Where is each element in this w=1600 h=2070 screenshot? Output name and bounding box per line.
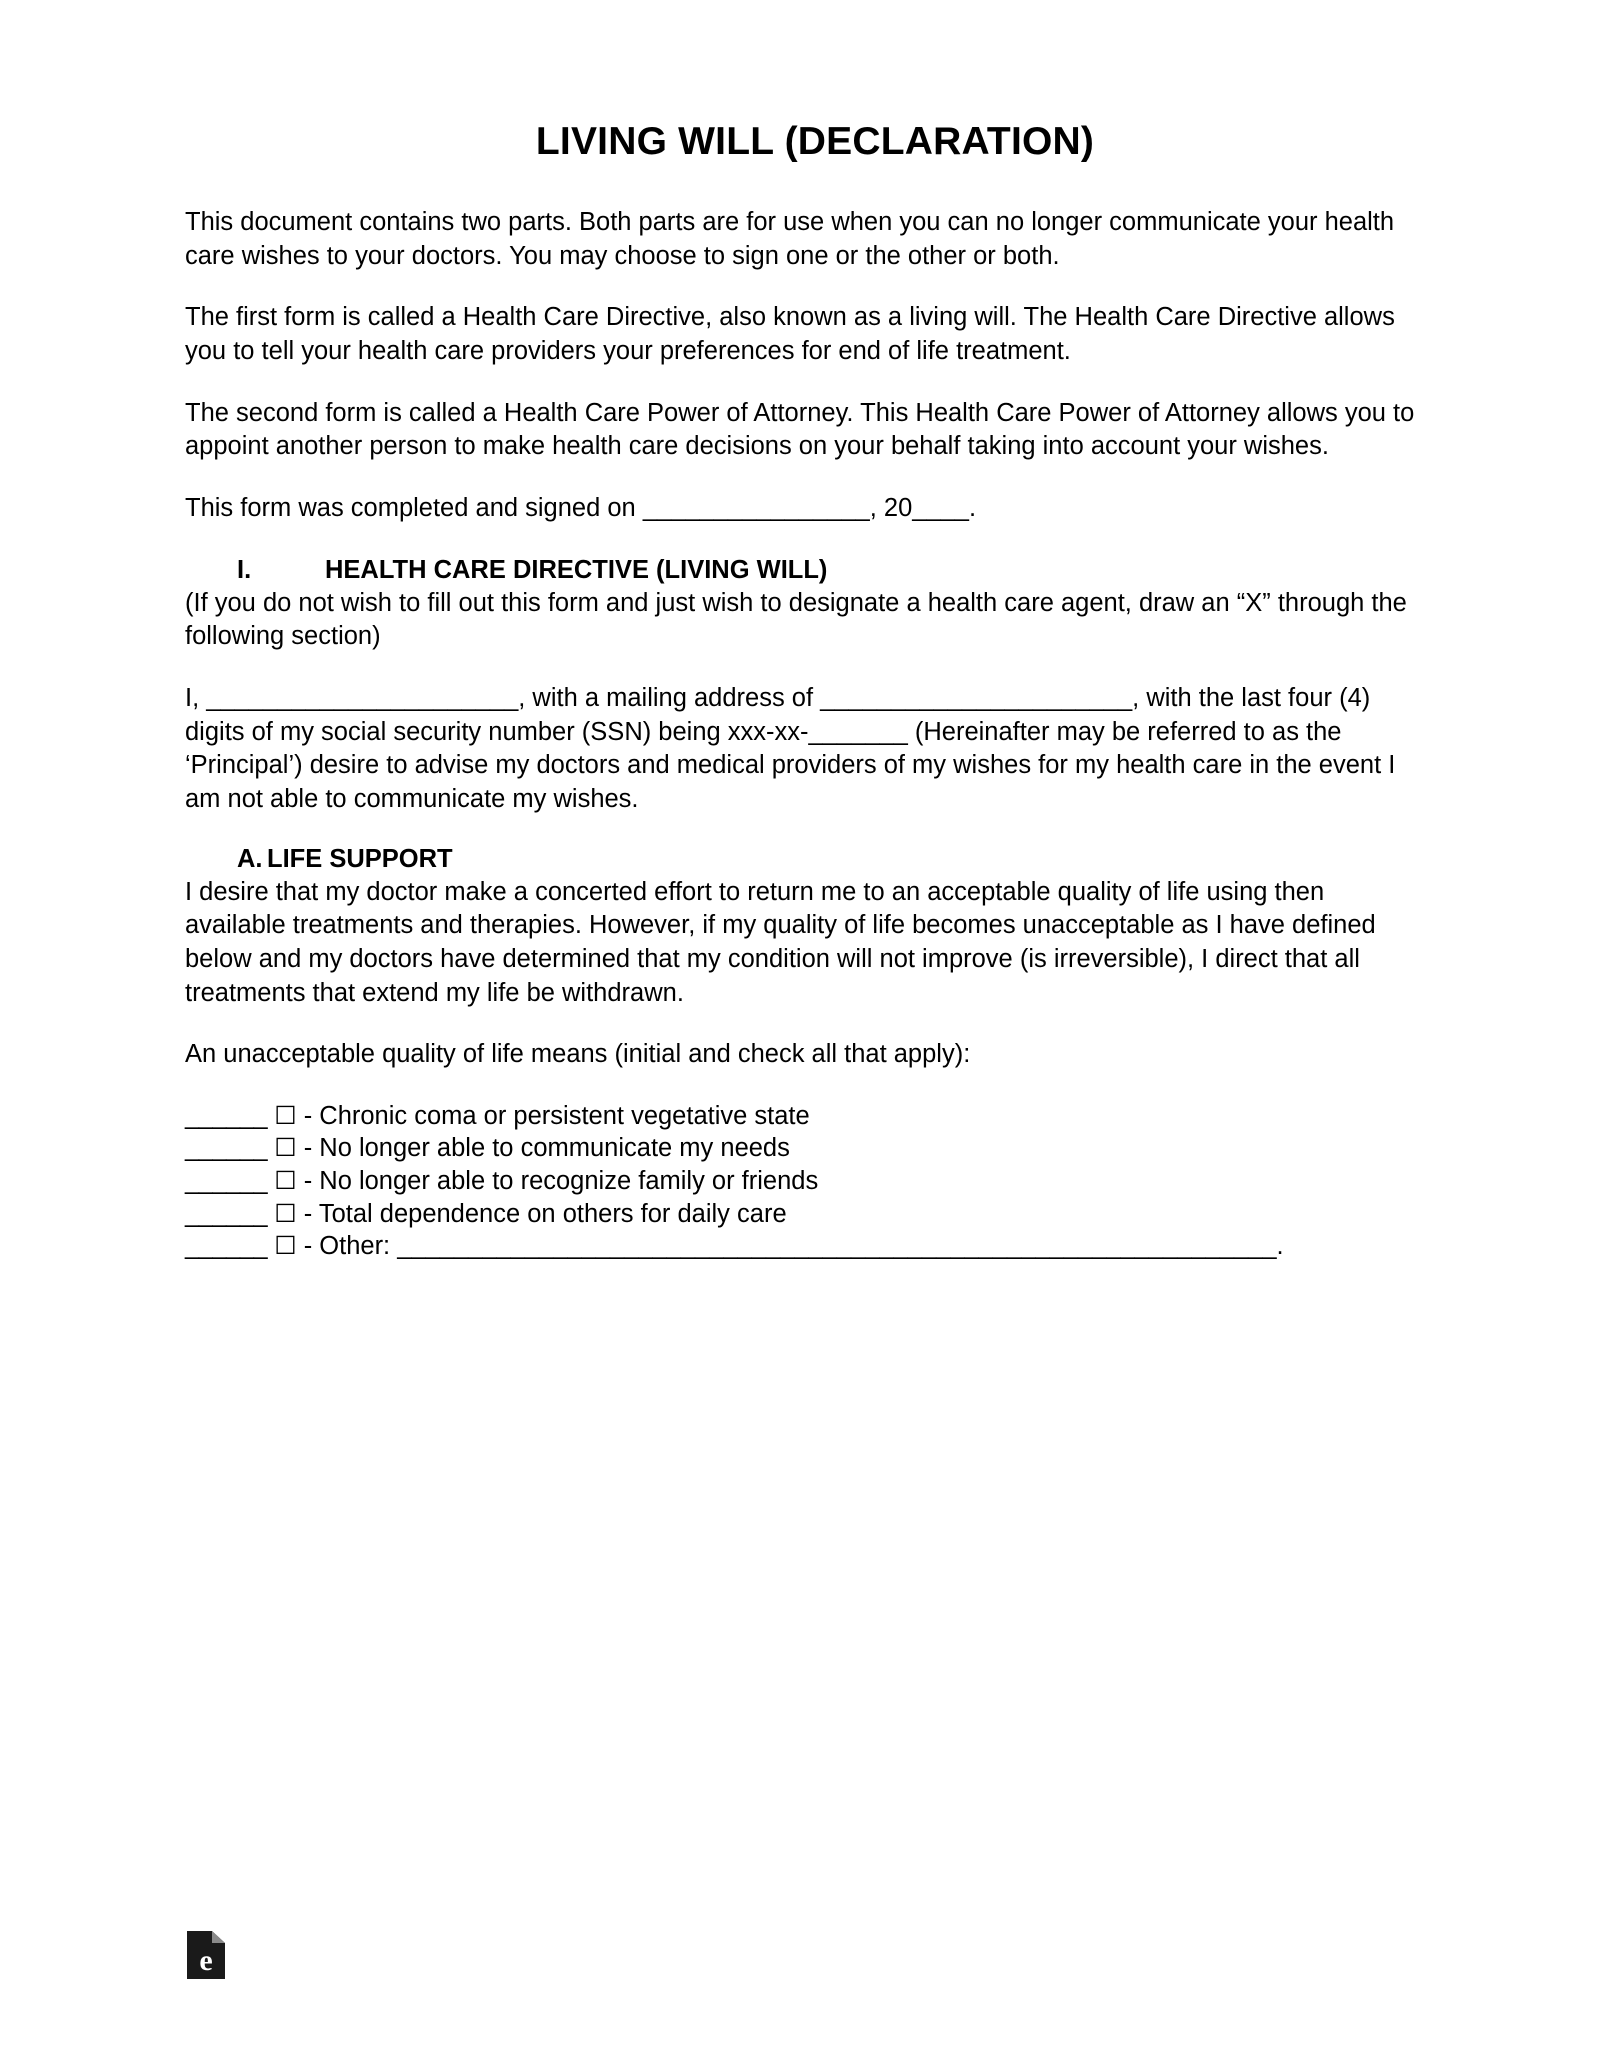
list-item[interactable] bbox=[185, 1100, 1425, 1133]
list-item-label: - Other: ______________________________________________________________. bbox=[303, 1232, 1284, 1261]
principal-identification-block: I, ______________________, with a mailing address of ______________________, with the last four (4) digits of my social security number (SSN) being xxx-xx-_______ (Hereinafter may be referred to as the ‘Principal’) desire to advise my doctors and medical providers of my wishes for my health care in the event I am not able to communicate my wishes. bbox=[185, 683, 1396, 813]
list-item[interactable] bbox=[185, 1198, 1425, 1231]
second-form-paragraph: The second form is called a Health Care Power of Attorney. This Health Care Power of Attorney allows you to appoint another person to make health care decisions on your behalf taking into account your wishes. bbox=[185, 398, 1415, 461]
section-a-letter: A. bbox=[237, 844, 263, 873]
list-item-label: - No longer able to communicate my needs bbox=[303, 1134, 790, 1163]
eforms-logo bbox=[185, 1930, 227, 1980]
list-item[interactable] bbox=[185, 1230, 1425, 1263]
list-item[interactable] bbox=[185, 1165, 1425, 1198]
completed-on-line: This form was completed and signed on ________________, 20____. bbox=[185, 493, 977, 522]
checkbox-icon[interactable]: ☐ bbox=[274, 1134, 297, 1163]
section-one-numeral: I. bbox=[237, 555, 252, 584]
list-item[interactable] bbox=[185, 1132, 1425, 1165]
quality-of-life-checklist bbox=[185, 1100, 1425, 1263]
list-item-label: - No longer able to recognize family or friends bbox=[303, 1167, 819, 1196]
svg-text:e: e bbox=[199, 1944, 213, 1977]
section-one-heading bbox=[185, 556, 1425, 585]
list-item-label: - Chronic coma or persistent vegetative state bbox=[303, 1101, 810, 1130]
page-title: LIVING WILL (DECLARATION) bbox=[535, 120, 1095, 163]
section-one-title: HEALTH CARE DIRECTIVE (LIVING WILL) bbox=[325, 555, 828, 584]
initial-blank[interactable]: ______ bbox=[185, 1199, 268, 1228]
checkbox-icon[interactable]: ☐ bbox=[274, 1199, 297, 1228]
section-a-title: LIFE SUPPORT bbox=[267, 844, 453, 873]
first-form-paragraph: The first form is called a Health Care Directive, also known as a living will. The Health Care Directive allows you to tell your health care providers your preferences for end of life treatment. bbox=[185, 303, 1395, 365]
initial-blank[interactable]: ______ bbox=[185, 1232, 268, 1261]
initial-blank[interactable]: ______ bbox=[185, 1101, 268, 1130]
checkbox-icon[interactable]: ☐ bbox=[274, 1101, 297, 1130]
section-one-note: (If you do not wish to fill out this form and just wish to designate a health care agent, draw an “X” through the following section) bbox=[185, 588, 1407, 651]
checkbox-icon[interactable]: ☐ bbox=[274, 1167, 297, 1196]
checkbox-icon[interactable]: ☐ bbox=[274, 1232, 297, 1261]
list-item-label: - Total dependence on others for daily care bbox=[303, 1199, 787, 1228]
section-a-prompt: An unacceptable quality of life means (initial and check all that apply): bbox=[185, 1040, 971, 1069]
intro-paragraph: This document contains two parts. Both parts are for use when you can no longer communicate your health care wishes to your doctors. You may choose to sign one or the other or both. bbox=[185, 208, 1395, 270]
initial-blank[interactable]: ______ bbox=[185, 1134, 268, 1163]
initial-blank[interactable]: ______ bbox=[185, 1167, 268, 1196]
section-a-body: I desire that my doctor make a concerted effort to return me to an acceptable quality of life using then available treatments and therapies. However, if my quality of life becomes unacceptable as I have defined below and my doctors have determined that my condition will not improve (is irreversible), I direct that all treatments that extend my life be withdrawn. bbox=[185, 877, 1376, 1007]
section-a-heading bbox=[185, 845, 1425, 874]
